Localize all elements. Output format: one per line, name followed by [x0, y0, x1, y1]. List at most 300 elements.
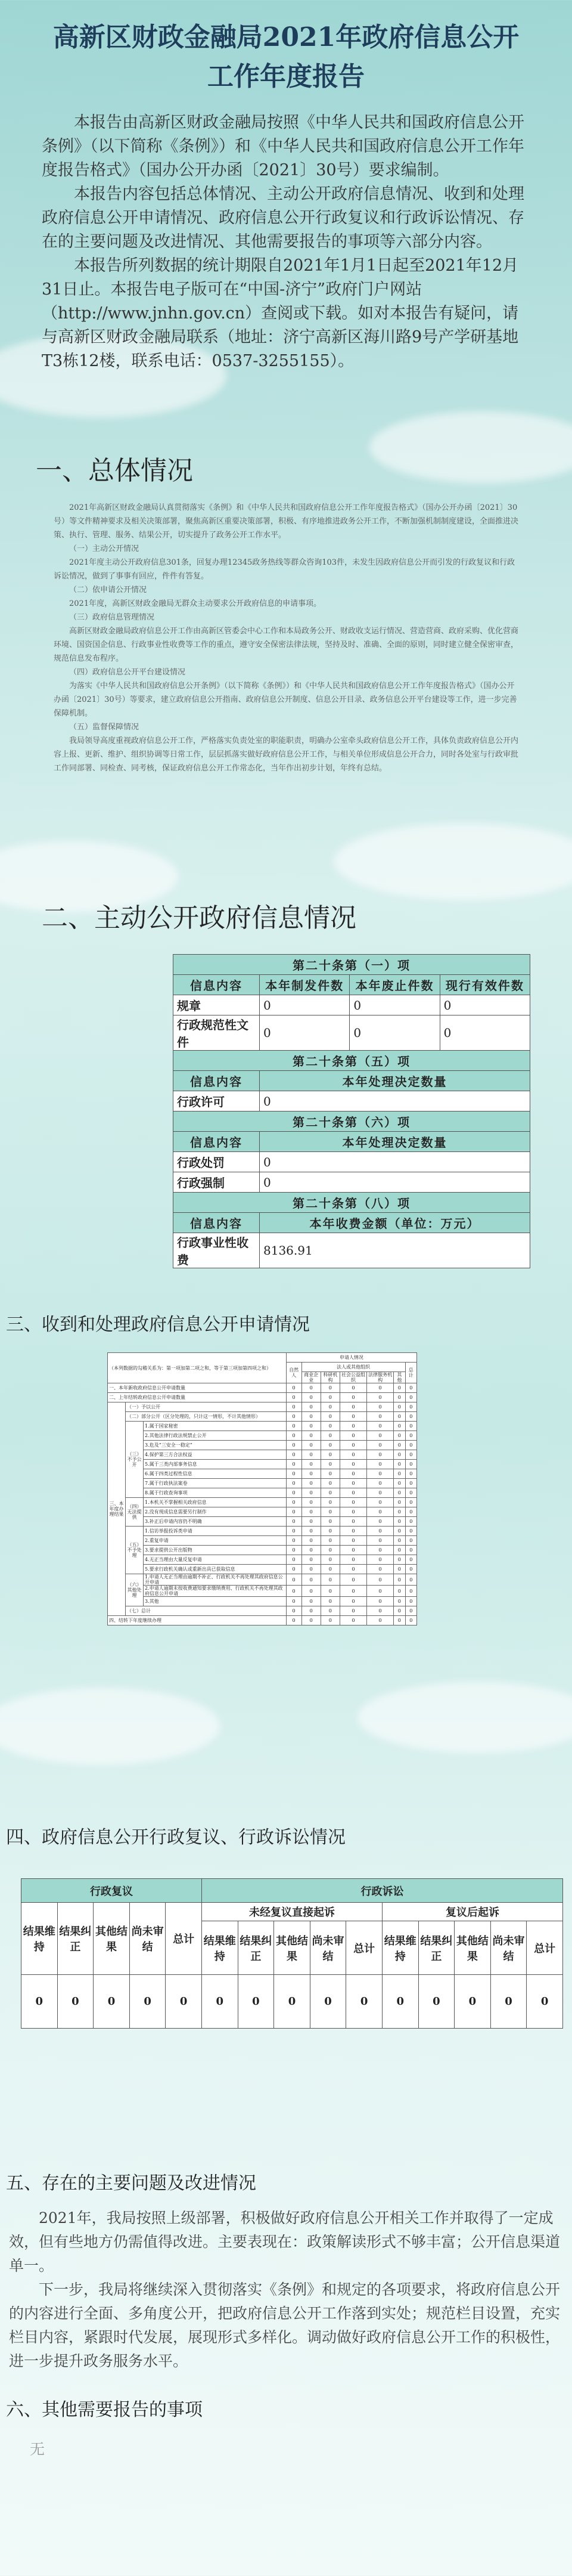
problems-paragraph: 2021年，我局按照上级部署，积极做好政府信息公开相关工作并取得了一定成效，但有些地方仍需值得改进。主要表现在：政策解读形式不够丰富；公开信息渠道单一。	[9, 2209, 561, 2274]
proactive-table	[173, 954, 530, 1268]
table-header: 法律服务机构	[367, 1372, 394, 1383]
table-cell: 0	[301, 1527, 321, 1536]
table-row	[108, 1479, 417, 1488]
row-label: （一）予以公开	[126, 1402, 287, 1412]
table-cell: 0	[286, 1402, 301, 1412]
table-cell: 0	[321, 1574, 340, 1586]
table-cell: 0	[418, 1975, 455, 2029]
table-row	[108, 1402, 417, 1412]
table-cell: 0	[394, 1441, 405, 1450]
row-label: 3.其他	[144, 1597, 287, 1606]
table-cell: 0	[286, 1527, 301, 1536]
table-section-title: 第二十条第（一）项	[173, 955, 530, 975]
table-cell: 0	[286, 1546, 301, 1555]
table-cell: 0	[405, 1450, 416, 1460]
table-cell: 0	[367, 1597, 394, 1606]
table-cell: 0	[321, 1507, 340, 1517]
table-header: 申请人情况	[286, 1353, 416, 1363]
table-cell: 0	[394, 1517, 405, 1527]
table-cell: 0	[394, 1460, 405, 1469]
table-row	[108, 1606, 417, 1616]
table-header: 信息内容	[173, 975, 260, 995]
table-cell: 0	[301, 1441, 321, 1450]
table-cell: 0	[286, 1441, 301, 1450]
row-label: 2.申请人逾期未按收费通知要求缴纳费用、行政机关不再处理其政府信息公开申请	[144, 1586, 287, 1597]
table-cell: 0	[301, 1412, 321, 1422]
table-header: 自然人	[286, 1363, 301, 1383]
table-cell: 0	[367, 1393, 394, 1402]
table-cell: 0	[394, 1606, 405, 1616]
table-row	[108, 1536, 417, 1546]
table-cell: 0	[405, 1498, 416, 1507]
row-label: 行政强制	[173, 1172, 260, 1193]
table-cell: 0	[405, 1574, 416, 1586]
table-header: 总计	[346, 1921, 383, 1975]
table-row	[108, 1488, 417, 1498]
table-cell: 0	[405, 1402, 416, 1412]
table-cell: 0	[405, 1616, 416, 1626]
row-label: 行政规范性文件	[173, 1015, 260, 1051]
table-cell: 0	[367, 1574, 394, 1586]
table-cell: 0	[367, 1450, 394, 1460]
table-cell: 0	[350, 1015, 440, 1051]
table-cell: 0	[405, 1606, 416, 1616]
table-cell: 0	[321, 1469, 340, 1479]
row-label: 3.要求提供公开出版物	[144, 1546, 287, 1555]
table-cell: 0	[405, 1422, 416, 1431]
table-cell: 0	[367, 1606, 394, 1616]
table-cell: 0	[94, 1975, 130, 2029]
table-cell: 0	[367, 1431, 394, 1441]
review-table	[21, 1878, 563, 2029]
table-cell: 0	[367, 1460, 394, 1469]
table-cell: 0	[340, 1450, 366, 1460]
table-cell: 0	[394, 1393, 405, 1402]
table-header: 尚未审结	[310, 1921, 346, 1975]
intro-paragraph: 本报告由高新区财政金融局按照《中华人民共和国政府信息公开条例》（以下简称《条例》）和《中华人民共和国政府信息公开工作年度报告格式》（国办公开办函〔2021〕30号）要求编制。	[42, 113, 524, 179]
table-header: 现行有效件数	[440, 975, 530, 995]
table-cell: 0	[367, 1565, 394, 1574]
table-cell: 0	[405, 1488, 416, 1498]
table-cell: 0	[301, 1422, 321, 1431]
table-cell: 0	[405, 1441, 416, 1450]
table-header: 结果维持	[21, 1903, 58, 1975]
table-cell: 0	[394, 1507, 405, 1517]
table-header: 法人或其他组织	[301, 1363, 405, 1372]
table-row	[108, 1517, 417, 1527]
table-cell: 0	[286, 1479, 301, 1488]
table-cell: 0	[367, 1488, 394, 1498]
overview-paragraph: 我局领导高度重视政府信息公开工作，严格落实负责处室的职能职责，明确办公室牵头政府信息公开工作，具体负责政府信息公开内容上报、更新、维护、组织协调等日常工作，层层抓落实做好政府信息公开工作，与相关单位形成信息公开合力，同时各处室与行政审批工作同部署、同检查、同考核，保证政府信息公开工作常态化，当年作出初步计划，年终有总结。	[54, 736, 519, 773]
section-heading: 一、总体情况	[36, 456, 193, 486]
table-cell: 0	[340, 1586, 366, 1597]
row-label: 4.无正当理由大量反复申请	[144, 1555, 287, 1565]
overview-paragraph: 为落实《中华人民共和国政府信息公开条例》（以下简称《条例》）和《中华人民共和国政府信息公开工作年度报告格式》（国办公开办函〔2021〕30号）等要求，建立政府信息公开指南、政府信息公开制度、信息公开目录、政务信息公开平台建设等工作，进一步完善保障机制。	[54, 682, 517, 718]
section-review	[0, 1825, 572, 2029]
table-cell: 0	[405, 1431, 416, 1441]
table-header: 未经复议直接起诉	[201, 1903, 382, 1921]
table-cell: 0	[405, 1555, 416, 1565]
table-cell: 0	[321, 1383, 340, 1393]
report-header	[0, 18, 572, 373]
table-cell: 0	[286, 1412, 301, 1422]
table-cell: 0	[490, 1975, 527, 2029]
table-cell: 0	[286, 1393, 301, 1402]
table-cell: 0	[301, 1402, 321, 1412]
table-cell: 0	[301, 1597, 321, 1606]
table-header: 总计	[527, 1921, 563, 1975]
table-cell: 0	[286, 1422, 301, 1431]
table-cell: 0	[301, 1616, 321, 1626]
table-row	[173, 1091, 530, 1111]
overview-paragraph: 2021年度，高新区财政金融局无群众主动要求公开政府信息的申请事项。	[69, 599, 322, 608]
table-row	[108, 1469, 417, 1479]
table-cell: 0	[201, 1975, 238, 2029]
row-label: 1.申请人无正当理由逾期不补正、行政机关不再处理其政府信息公开申请	[144, 1574, 287, 1586]
table-cell: 0	[346, 1975, 383, 2029]
overview-subheading: （三）政府信息管理情况	[69, 613, 155, 622]
table-row	[108, 1412, 417, 1422]
table-row	[108, 1393, 417, 1402]
section-heading: 二、主动公开政府信息情况	[42, 903, 356, 933]
table-cell: 0	[394, 1479, 405, 1488]
table-cell: 0	[394, 1555, 405, 1565]
table-cell: 0	[405, 1412, 416, 1422]
table-cell: 0	[405, 1527, 416, 1536]
table-cell: 0	[394, 1383, 405, 1393]
table-row	[173, 1152, 530, 1172]
table-cell: 0	[340, 1507, 366, 1517]
row-label: 行政处罚	[173, 1152, 260, 1172]
table-cell: 0	[286, 1616, 301, 1626]
table-row	[108, 1441, 417, 1450]
table-cell: 0	[340, 1536, 366, 1546]
table-cell: 0	[340, 1546, 366, 1555]
table-cell: 0	[321, 1412, 340, 1422]
table-cell: 0	[301, 1383, 321, 1393]
overview-subheading: （一）主动公开情况	[69, 544, 139, 553]
table-header: 本年处理决定数量	[260, 1071, 530, 1091]
table-cell: 0	[405, 1546, 416, 1555]
table-cell: 0	[350, 995, 440, 1015]
table-cell: 0	[340, 1479, 366, 1488]
table-cell: 0	[301, 1469, 321, 1479]
table-cell: 0	[310, 1975, 346, 2029]
table-cell: 0	[340, 1565, 366, 1574]
table-cell: 0	[301, 1479, 321, 1488]
table-cell: 0	[340, 1597, 366, 1606]
table-cell: 0	[367, 1507, 394, 1517]
row-label: 四、结转下年度继续办理	[108, 1616, 287, 1626]
table-cell: 0	[301, 1460, 321, 1469]
cloud-decoration	[358, 1682, 572, 1753]
table-cell: 0	[367, 1441, 394, 1450]
section-heading: 四、政府信息公开行政复议、行政诉讼情况	[6, 1827, 346, 1848]
table-cell: 0	[286, 1507, 301, 1517]
table-header: 本年废止件数	[350, 975, 440, 995]
table-cell: 0	[321, 1616, 340, 1626]
group-label: （三）不予公开	[126, 1422, 144, 1498]
section-heading: 五、存在的主要问题及改进情况	[6, 2173, 256, 2194]
row-label: 2.重复申请	[144, 1536, 287, 1546]
table-cell: 8136.91	[260, 1233, 530, 1268]
table-cell: 0	[301, 1498, 321, 1507]
table-cell: 0	[340, 1517, 366, 1527]
table-cell: 0	[340, 1488, 366, 1498]
table-cell: 0	[367, 1536, 394, 1546]
table-cell: 0	[367, 1555, 394, 1565]
table-header: 行政复议	[21, 1879, 202, 1903]
table-cell: 0	[321, 1606, 340, 1616]
cloud-decoration	[0, 1688, 220, 1765]
table-cell: 0	[260, 1091, 530, 1111]
table-header: 结果维持	[382, 1921, 418, 1975]
table-header: 结果维持	[201, 1921, 238, 1975]
table-cell: 0	[301, 1507, 321, 1517]
table-cell: 0	[286, 1574, 301, 1586]
table-cell: 0	[260, 1152, 530, 1172]
table-header: 其他	[394, 1372, 405, 1383]
table-cell: 0	[21, 1975, 58, 2029]
table-cell: 0	[340, 1412, 366, 1422]
row-label: 7.属于行政执法案卷	[144, 1479, 287, 1488]
table-cell: 0	[321, 1441, 340, 1450]
table-cell: 0	[301, 1488, 321, 1498]
table-header: 本年制发件数	[260, 975, 350, 995]
table-cell: 0	[367, 1422, 394, 1431]
table-cell: 0	[394, 1616, 405, 1626]
table-cell: 0	[129, 1975, 166, 2029]
table-cell: 0	[405, 1469, 416, 1479]
table-cell: 0	[340, 1616, 366, 1626]
section-overview	[0, 453, 572, 775]
table-row	[108, 1574, 417, 1586]
table-cell: 0	[440, 995, 530, 1015]
row-label: 5.属于三类内部事务信息	[144, 1460, 287, 1469]
table-row	[108, 1565, 417, 1574]
table-cell: 0	[301, 1586, 321, 1597]
table-row	[108, 1616, 417, 1626]
table-cell: 0	[286, 1606, 301, 1616]
table-cell: 0	[405, 1393, 416, 1402]
table-header: 本年收费金额（单位：万元）	[260, 1213, 530, 1233]
row-label: 1.属于国家秘密	[144, 1422, 287, 1431]
table-cell: 0	[286, 1450, 301, 1460]
section-heading: 三、收到和处理政府信息公开申请情况	[6, 1314, 310, 1335]
table-cell: 0	[340, 1460, 366, 1469]
table-cell: 0	[274, 1975, 310, 2029]
table-cell: 0	[367, 1527, 394, 1536]
table-cell: 0	[405, 1479, 416, 1488]
table-cell: 0	[367, 1469, 394, 1479]
row-label: 3.危及“三安全一稳定”	[144, 1441, 287, 1450]
table-cell: 0	[405, 1536, 416, 1546]
table-cell: 0	[394, 1527, 405, 1536]
table-cell: 0	[405, 1507, 416, 1517]
table-corner-note: （本列数据的勾稽关系为：第一项加第二项之和，等于第三项加第四项之和）	[108, 1353, 287, 1383]
table-row	[108, 1527, 417, 1536]
table-cell: 0	[321, 1498, 340, 1507]
table-row	[108, 1460, 417, 1469]
table-cell: 0	[367, 1517, 394, 1527]
table-header: 科研机构	[321, 1372, 340, 1383]
table-cell: 0	[57, 1975, 94, 2029]
table-cell: 0	[340, 1527, 366, 1536]
table-cell: 0	[321, 1450, 340, 1460]
table-header: 行政诉讼	[201, 1879, 562, 1903]
table-row	[108, 1498, 417, 1507]
table-cell: 0	[286, 1498, 301, 1507]
table-cell: 0	[405, 1586, 416, 1597]
table-row	[173, 1015, 530, 1051]
table-row	[108, 1422, 417, 1431]
table-cell: 0	[367, 1479, 394, 1488]
table-header: 总计	[166, 1903, 202, 1975]
table-cell: 0	[394, 1565, 405, 1574]
table-cell: 0	[394, 1536, 405, 1546]
table-cell: 0	[340, 1469, 366, 1479]
table-header: 本年处理决定数量	[260, 1132, 530, 1152]
table-cell: 0	[321, 1460, 340, 1469]
table-cell: 0	[286, 1383, 301, 1393]
table-cell: 0	[321, 1393, 340, 1402]
table-header: 结果纠正	[238, 1921, 274, 1975]
row-label: 1.信访举报投诉类申请	[144, 1527, 287, 1536]
table-row	[108, 1383, 417, 1393]
row-label: 二、上年结转政府信息公开申请数量	[108, 1393, 287, 1402]
table-header: 总计	[405, 1363, 416, 1383]
table-cell: 0	[286, 1565, 301, 1574]
table-cell: 0	[321, 1422, 340, 1431]
table-row	[108, 1431, 417, 1441]
table-cell: 0	[340, 1555, 366, 1565]
row-label: 4.保护第三方合法权益	[144, 1450, 287, 1460]
table-row	[108, 1450, 417, 1460]
intro-paragraph: 本报告内容包括总体情况、主动公开政府信息情况、收到和处理政府信息公开申请情况、政府信息公开行政复议和行政诉讼情况、存在的主要问题及改进情况、其他需要报告的事项等六部分内容。	[42, 185, 524, 251]
overview-subheading: （四）政府信息公开平台建设情况	[69, 668, 186, 677]
group-label: （六）其他处理	[126, 1574, 144, 1606]
overview-paragraph: 高新区财政金融局政府信息公开工作由高新区管委会中心工作和本局政务公开、财政收支运行情况、营造营商、政府采购、优化营商环境、国资国企信息、行政事业性收费等工作的重点，遵守安全保密法律法规，坚持及时、准确、全面的原则，同时建立健全保密审查，规范信息发布程序。	[54, 627, 519, 663]
table-header: 信息内容	[173, 1132, 260, 1152]
table-cell: 0	[340, 1402, 366, 1412]
table-header: 信息内容	[173, 1071, 260, 1091]
table-cell: 0	[394, 1431, 405, 1441]
table-header: 结果纠正	[418, 1921, 455, 1975]
table-row	[108, 1597, 417, 1606]
table-cell: 0	[405, 1597, 416, 1606]
table-section-title: 第二十条第（六）项	[173, 1111, 530, 1132]
table-cell: 0	[301, 1555, 321, 1565]
table-cell: 0	[321, 1565, 340, 1574]
table-row	[108, 1507, 417, 1517]
table-cell: 0	[321, 1597, 340, 1606]
section-proactive	[0, 900, 572, 1268]
table-header: 尚未审结	[129, 1903, 166, 1975]
table-cell: 0	[394, 1597, 405, 1606]
applications-table	[107, 1352, 417, 1626]
table-cell: 0	[527, 1975, 563, 2029]
table-cell: 0	[340, 1498, 366, 1507]
table-cell: 0	[286, 1555, 301, 1565]
table-cell: 0	[301, 1431, 321, 1441]
row-label: 3.补正后申请内容仍不明确	[144, 1517, 287, 1527]
table-cell: 0	[321, 1546, 340, 1555]
table-header: 尚未审结	[490, 1921, 527, 1975]
table-cell: 0	[394, 1412, 405, 1422]
table-cell: 0	[340, 1574, 366, 1586]
row-label: （二）部分公开（区分处理的，只计这一情形，不计其他情形）	[126, 1412, 287, 1422]
table-cell: 0	[321, 1536, 340, 1546]
table-cell: 0	[367, 1412, 394, 1422]
row-label: 2.其他法律行政法规禁止公开	[144, 1431, 287, 1441]
row-label: 5.要求行政机关确认或重新出具已获取信息	[144, 1565, 287, 1574]
table-cell: 0	[394, 1546, 405, 1555]
table-cell: 0	[321, 1517, 340, 1527]
table-cell: 0	[394, 1586, 405, 1597]
table-cell: 0	[286, 1488, 301, 1498]
table-cell: 0	[405, 1383, 416, 1393]
table-cell: 0	[321, 1479, 340, 1488]
table-row	[173, 1172, 530, 1193]
table-cell: 0	[286, 1586, 301, 1597]
table-cell: 0	[382, 1975, 418, 2029]
table-cell: 0	[260, 995, 350, 1015]
table-cell: 0	[405, 1517, 416, 1527]
table-cell: 0	[321, 1488, 340, 1498]
table-section-title: 第二十条第（八）项	[173, 1193, 530, 1213]
table-cell: 0	[286, 1517, 301, 1527]
table-cell: 0	[321, 1402, 340, 1412]
table-cell: 0	[238, 1975, 274, 2029]
table-cell: 0	[321, 1555, 340, 1565]
table-row	[108, 1555, 417, 1565]
table-row	[173, 995, 530, 1015]
table-cell: 0	[260, 1015, 350, 1051]
problems-paragraph: 下一步，我局将继续深入贯彻落实《条例》和规定的各项要求，将政府信息公开的内容进行全面、多角度公开，把政府信息公开工作落到实处；规范栏目设置，充实栏目内容，紧跟时代发展，展现形式多样化。调动做好政府信息公开工作的积极性，进一步提升政务服务水平。	[9, 2281, 561, 2370]
overview-paragraph: 2021年度主动公开政府信息301条，回复办理12345政务热线等群众咨询103件，未发生因政府信息公开而引发的行政复议和行政诉讼情况，做到了事事有回应，件件有答复。	[54, 558, 515, 581]
table-cell: 0	[367, 1586, 394, 1597]
table-cell: 0	[286, 1431, 301, 1441]
section-applications	[0, 1312, 572, 1626]
table-header: 其他结果	[94, 1903, 130, 1975]
table-cell: 0	[367, 1383, 394, 1393]
overview-subheading: （五）监督保障情况	[69, 723, 139, 732]
group-label: （四）无法提供	[126, 1498, 144, 1527]
table-section-title: 第二十条第（五）项	[173, 1051, 530, 1071]
intro-paragraph: 本报告所列数据的统计期限自2021年1月1日起至2021年12月31日止。本报告电子版可在“中国-济宁”政府门户网站（http://www.jnhn.gov.cn）查阅或下载。如对本报告有疑问，请与高新区财政金融局联系（地址：济宁高新区海川路9号产学研基地T3栋12楼，联系电话：0537-3255155）。	[42, 256, 519, 370]
table-cell: 0	[394, 1469, 405, 1479]
row-label: 规章	[173, 995, 260, 1015]
table-row	[108, 1586, 417, 1597]
table-cell: 0	[455, 1975, 491, 2029]
table-header: 商业企业	[301, 1372, 321, 1383]
table-cell: 0	[301, 1606, 321, 1616]
table-cell: 0	[405, 1460, 416, 1469]
row-label: 1.本机关不掌握相关政府信息	[144, 1498, 287, 1507]
row-label: 2.没有现成信息需要另行制作	[144, 1507, 287, 1517]
row-label: 一、本年新收政府信息公开申请数量	[108, 1383, 287, 1393]
overview-subheading: （二）依申请公开情况	[69, 586, 147, 595]
table-header: 其他结果	[455, 1921, 491, 1975]
table-cell: 0	[321, 1431, 340, 1441]
page-title: 高新区财政金融局2021年政府信息公开工作年度报告	[52, 22, 520, 92]
table-cell: 0	[340, 1431, 366, 1441]
row-label: 6.属于四类过程性信息	[144, 1469, 287, 1479]
table-cell: 0	[394, 1498, 405, 1507]
table-cell: 0	[340, 1606, 366, 1616]
table-cell: 0	[286, 1460, 301, 1469]
table-cell: 0	[286, 1469, 301, 1479]
